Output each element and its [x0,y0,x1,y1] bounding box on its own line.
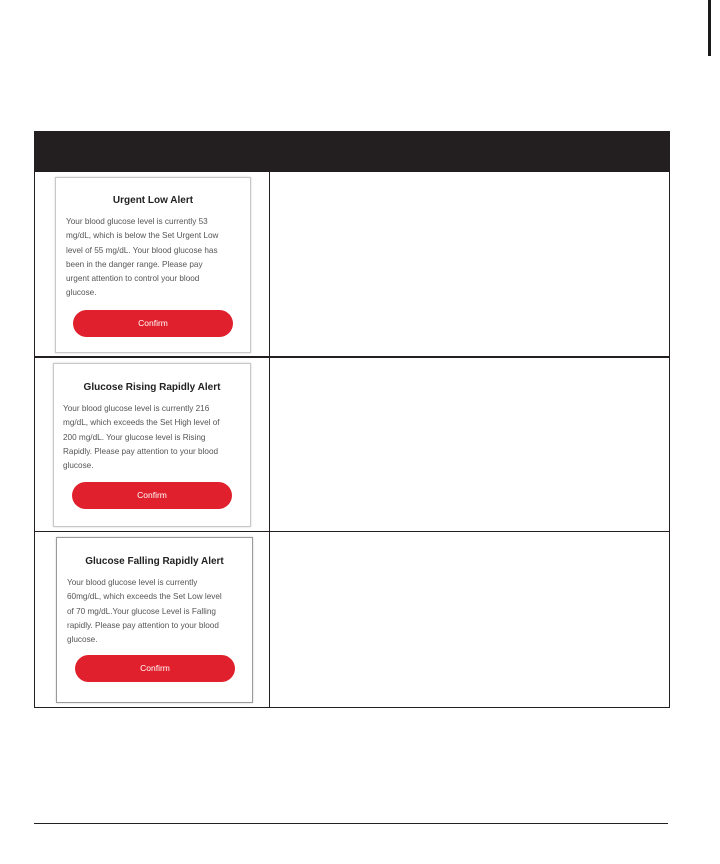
alert-description-cell [270,172,669,356]
alert-message-line: Your blood glucose level is currently [67,578,198,587]
confirm-button[interactable]: Confirm [72,482,232,509]
alert-title: Glucose Falling Rapidly Alert [85,556,224,567]
alert-message [63,402,247,473]
alert-message-line: 60mg/dL, which exceeds the Set Low level [67,592,222,602]
alert-message-line: glucose. [66,288,97,298]
confirm-button[interactable]: Confirm [75,655,235,682]
alert-description-cell [270,532,669,707]
table-header [35,132,669,172]
alert-title: Urgent Low Alert [112,195,194,206]
alert-message-line: Your blood glucose level is currently 216 [63,404,210,413]
glucose-rising-rapidly-alert-dialog [53,363,251,527]
table-row [35,172,669,358]
alert-message-line: 200 mg/dL. Your glucose level is Rising [63,432,206,442]
urgent-low-alert-dialog [55,177,251,353]
alert-description-cell [270,358,669,531]
alert-message-line: been in the danger range. Please pay [66,259,203,269]
alert-message-line: Your blood glucose level is currently 53 [66,217,208,226]
footer-rule [34,823,668,824]
table-row [35,358,669,532]
alert-message [67,576,249,647]
alert-title: Glucose Rising Rapidly Alert [83,382,221,393]
glucose-falling-rapidly-alert-dialog [56,537,253,703]
alert-message-line: mg/dL, which is below the Set Urgent Low [66,231,219,241]
alert-message-line: mg/dL, which exceeds the Set High level of [63,418,220,428]
table-row [35,532,669,707]
alert-message-line: of 70 mg/dL.Your glucose Level is Falling [67,606,216,616]
confirm-button[interactable]: Confirm [73,310,233,337]
alert-message-line: Rapidly. Please pay attention to your blood [63,446,219,456]
alerts-table [34,131,670,708]
alert-message-line: level of 55 mg/dL. Your blood glucose has [66,245,218,255]
alert-message-line: glucose. [67,635,98,645]
alert-message [66,215,246,301]
alert-message-line: glucose. [63,461,94,471]
page-edge-rule [708,0,711,56]
alert-message-line: rapidly. Please pay attention to your blood [67,620,219,630]
alert-message-line: urgent attention to control your blood [66,274,200,284]
